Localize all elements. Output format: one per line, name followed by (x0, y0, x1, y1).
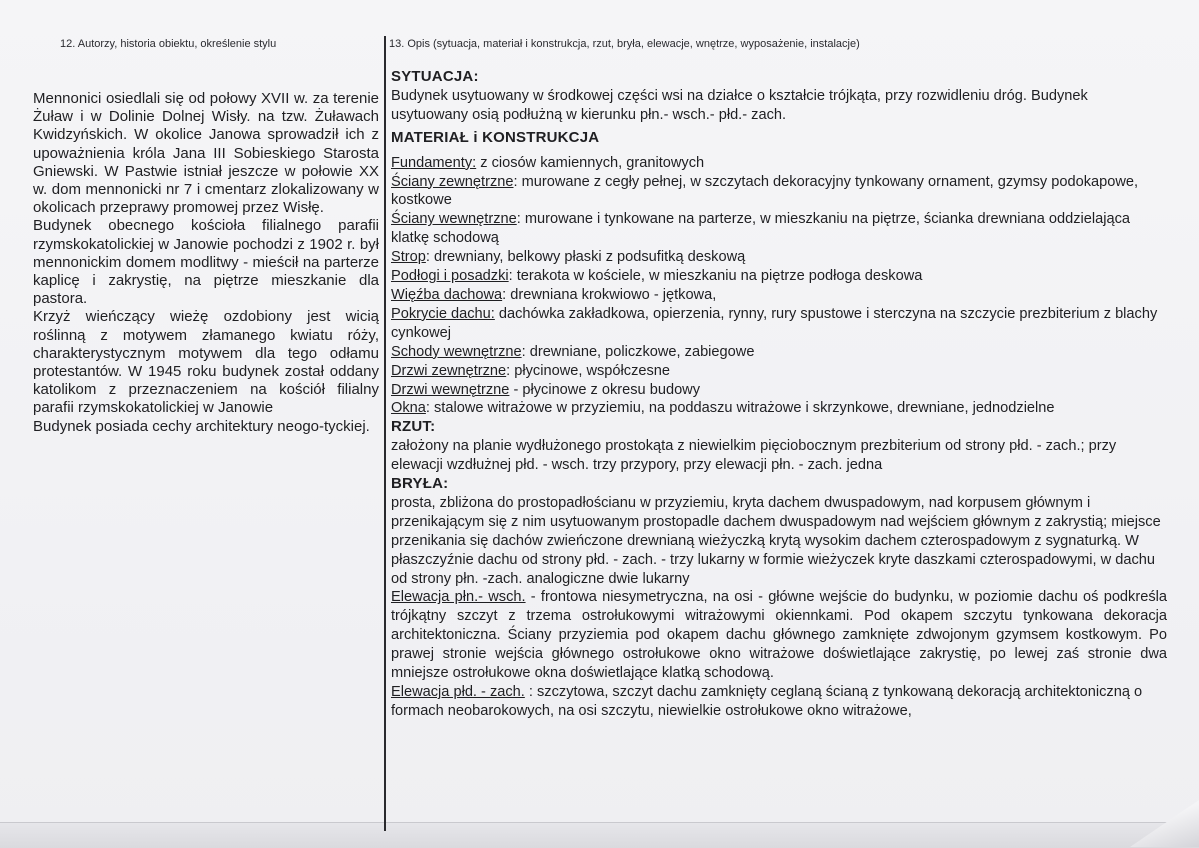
history-column (33, 90, 379, 436)
material-term: Ściany zewnętrzne (391, 173, 514, 190)
material-text: : terakota w kościele, w mieszkaniu na piętrze podłoga deskowa (508, 268, 923, 285)
material-term: Pokrycie dachu: (391, 305, 495, 322)
history-field-label: 12. Autorzy, historia obiektu, określenie stylu (60, 38, 277, 50)
material-item (391, 173, 1167, 211)
material-text: dachówka zakładkowa, opierzenia, rynny, rury spustowe i sterczyna na szczycie prezbiterium z blachy cynkowej (391, 305, 1158, 341)
material-item (391, 305, 1167, 343)
material-term: Podłogi i posadzki (391, 268, 509, 285)
description-field-label: 13. Opis (sytuacja, materiał i konstrukcja, rzut, bryła, elewacje, wnętrze, wyposażenie, instalacje) (389, 38, 860, 50)
material-text: : drewniane, policzkowe, zabiegowe (521, 343, 755, 360)
history-paragraph: Budynek obecnego kościoła filialnego parafii rzymskokatolickiej w Janowie pochodzi z 1902 r. był mennonickim domem modlitwy - mieścił na parterze kaplicę i zakrystię, na piętrze mieszkanie dla pastora. (33, 217, 379, 308)
plan-text: założony na planie wydłużonego prostokąta z niewielkim pięciobocznym prezbiterium od strony płd. - zach.; przy elewacji wzdłużnej płd. - wsch. trzy przypory, przy elewacji płn. - zach. jedna (391, 438, 1117, 474)
elevation-sw-term: Elewacja płd. - zach. (391, 684, 525, 700)
plan-heading: RZUT: (391, 418, 436, 436)
material-item (391, 154, 1167, 173)
elevation-sw-text: : szczytowa, szczyt dachu zamknięty ceglaną ścianą z tynkowaną dekoracją architektoniczną o formach neobarokowych, na osi szczytu, niewielkie ostrołukowe okno witrażowe, (391, 684, 1143, 719)
material-term: Więźba dachowa (391, 286, 503, 303)
material-text: : drewniana krokwiowo - jętkowa, (502, 286, 717, 303)
material-term: Schody wewnętrzne (391, 343, 522, 360)
material-item (391, 343, 1167, 362)
elevation-ne-term: Elewacja płn.- wsch. (391, 589, 526, 606)
column-divider (384, 36, 386, 831)
material-item (391, 362, 1167, 381)
page-bottom-edge (0, 822, 1199, 848)
material-text: : murowane i tynkowane na parterze, w mieszkaniu na piętrze, ścianka drewniana oddzielająca klatkę schodową (391, 211, 1130, 247)
materials-list (391, 154, 1167, 419)
material-term: Strop (391, 249, 426, 266)
material-text: z ciosów kamiennych, granitowych (476, 154, 705, 171)
situation-text: Budynek usytuowany w środkowej części wsi na działce o kształcie trójkąta, przy rozwidleniu dróg. Budynek usytuowany osią podłużną w kierunku płn.- wsch.- płd.- zach. (391, 87, 1088, 123)
material-heading: MATERIAŁ i KONSTRUKCJA (391, 128, 600, 146)
elevation-sw (391, 683, 1167, 721)
material-text: : płycinowe, współczesne (506, 362, 671, 379)
history-paragraph: Krzyż wieńczący wieżę ozdobiony jest wicią roślinną z motywem złamanego kwiatu róży, charakterystycznym motywem dla tego odłamu protestantów. W 1945 roku budynek został oddany katolikom z przeznaczeniem na kościół filialny parafii rzymskokatolickiej w Janowie (33, 308, 379, 417)
material-text: : stalowe witrażowe w przyziemiu, na poddaszu witrażowe i skrzynkowe, drewniane, jednodzielne (425, 400, 1055, 417)
material-text: - płycinowe z okresu budowy (509, 381, 701, 398)
material-item (391, 210, 1167, 248)
material-item (391, 267, 1167, 286)
material-item (391, 248, 1167, 267)
material-term: Okna (391, 400, 426, 417)
material-item (391, 381, 1167, 400)
material-term: Drzwi wewnętrzne (391, 381, 510, 398)
material-term: Ściany wewnętrzne (391, 211, 517, 228)
mass-heading: BRYŁA: (391, 475, 449, 493)
history-paragraph: Mennonici osiedlali się od połowy XVII w. za terenie Żuław i w Dolinie Dolnej Wisły. na tzw. Żuławach Kwidzyńskich. W okolice Janowa sprowadził ich z upoważnienia króla Jana III Sobieskiego Starosta Gniewski. W Pastwie istniał jeszcze w połowie XX w. dom mennonicki nr 7 i cmentarz zlokalizowany w okolicach przeprawy promowej przez Wisłę. (33, 90, 379, 217)
situation-heading: SYTUACJA: (391, 68, 479, 85)
history-paragraph: Budynek posiada cechy architektury neogo-tyckiej. (33, 417, 370, 435)
material-item (391, 286, 1167, 305)
material-term: Drzwi zewnętrzne (391, 362, 507, 379)
elevation-ne (391, 588, 1167, 683)
material-text: : murowane z cegły pełnej, w szczytach dekoracyjny tynkowany ornament, gzymsy podokapowe, kostkowe (391, 173, 1139, 209)
description-column (391, 68, 1167, 721)
material-text: : drewniany, belkowy płaski z podsufitką deskową (425, 249, 746, 266)
elevation-ne-text: - frontowa niesymetryczna, na osi - główne wejście do budynku, w poziomie dachu oś podkreśla trójkątny szczyt z trzema ostrołukowymi witrażowymi okiennkami. Pod okapem szczytu tynkowana dekoracja architektoniczna. Ściany przyziemia pod okapem dachu głównego zamknięte zdwojonym gzymsem kostkowym. Po prawej stronie wejścia głównego ostrołukowe okno witrażowe doświetlające zakrystię, po lewej zaś stronie dwa mniejsze ostrołukowe okna doświetlające klatką schodową. (391, 589, 1167, 682)
material-item (391, 399, 1167, 418)
mass-text: prosta, zbliżona do prostopadłościanu w przyziemiu, kryta dachem dwuspadowym, nad korpusem głównym i przenikającym się z nim usytuowanym prostopadle dachem dwuspadowym nad wejściem głównym z zakrystią; miejsce przenikania się dachów zwieńczone drewnianą wieżyczką krytą wysokim dachem czterospadowym z sygnaturką. W płaszczyźnie dachu od strony płd. - zach. - trzy lukarny w formie wieżyczek kryte daszkami czterospadowymi, w dachu od strony płn. -zach. analogiczne dwie lukarny (391, 494, 1161, 587)
material-term: Fundamenty: (391, 154, 477, 171)
